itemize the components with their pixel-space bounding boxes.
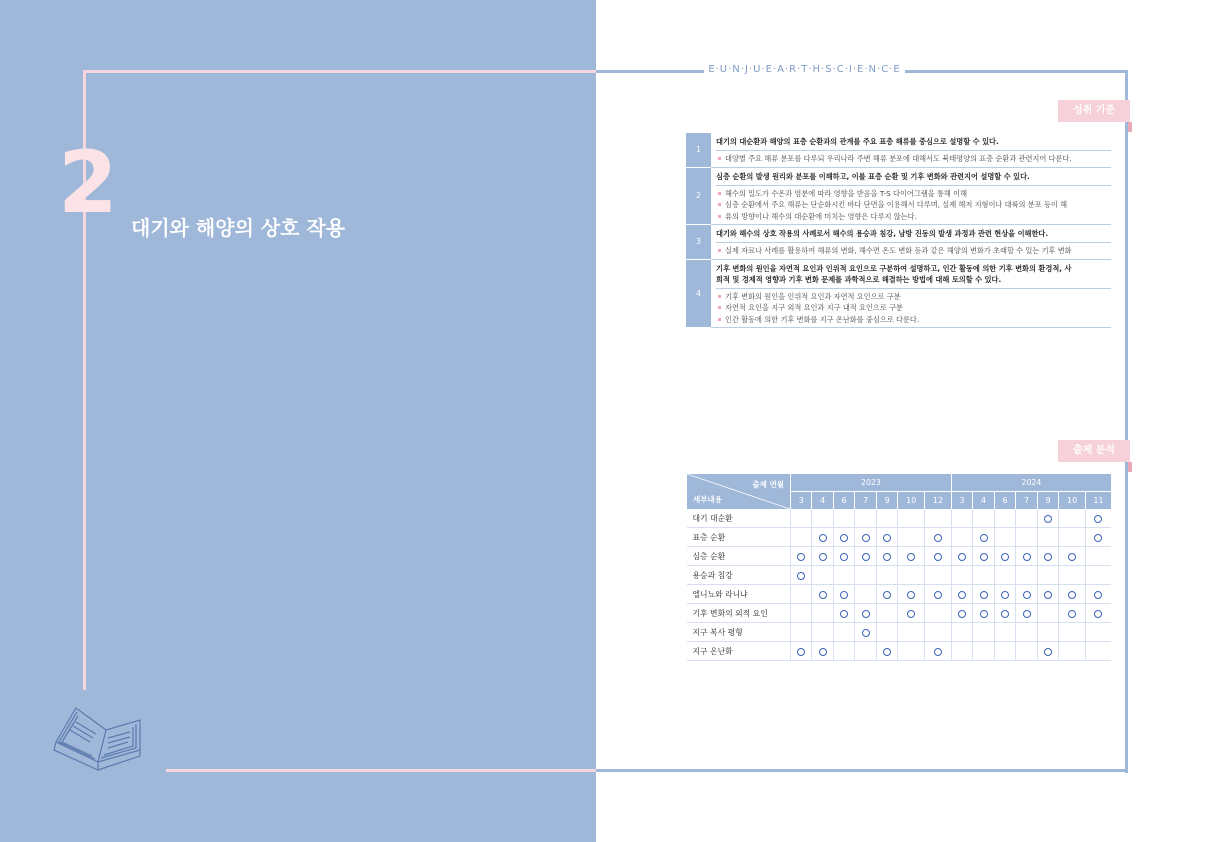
- table-cell: [855, 509, 876, 528]
- table-cell: [925, 547, 952, 566]
- table-cell: [1037, 566, 1058, 585]
- table-cell: [898, 566, 925, 585]
- standard-bullet: 인간 활동에 의한 기후 변화를 지구 온난화를 중심으로 다룬다.: [716, 314, 1111, 326]
- standard-number: 1: [686, 133, 711, 167]
- table-cell: [855, 604, 876, 623]
- circle-mark-icon: [840, 534, 848, 542]
- year-header: 2023: [791, 474, 952, 492]
- table-cell: [876, 547, 897, 566]
- month-header: 3: [951, 492, 972, 510]
- table-cell: [876, 604, 897, 623]
- table-cell: [925, 604, 952, 623]
- table-cell: [791, 566, 812, 585]
- circle-mark-icon: [797, 553, 805, 561]
- table-cell: [1037, 547, 1058, 566]
- table-cell: [833, 642, 854, 661]
- table-cell: [1085, 585, 1111, 604]
- circle-mark-icon: [980, 534, 988, 542]
- table-cell: [994, 623, 1015, 642]
- table-cell: [876, 509, 897, 528]
- circle-mark-icon: [1044, 515, 1052, 523]
- table-row: [687, 585, 1112, 604]
- circle-mark-icon: [797, 648, 805, 656]
- standard-bullet: 기후 변화의 원인을 인위적 요인과 자연적 요인으로 구분: [716, 291, 1111, 303]
- table-cell: [791, 547, 812, 566]
- row-label: 용승과 침강: [687, 566, 791, 585]
- standard-bullet-continuation: 류의 방향이나 해수의 대순환에 미치는 영향은 다루지 않는다.: [716, 211, 1111, 223]
- table-cell: [925, 509, 952, 528]
- circle-mark-icon: [934, 648, 942, 656]
- table-cell: [833, 566, 854, 585]
- table-cell: [833, 528, 854, 547]
- table-cell: [951, 566, 972, 585]
- circle-mark-icon: [1023, 591, 1031, 599]
- circle-mark-icon: [862, 553, 870, 561]
- row-label: 지구 온난화: [687, 642, 791, 661]
- table-cell: [973, 585, 994, 604]
- standards-table: [686, 133, 1111, 328]
- circle-mark-icon: [1044, 648, 1052, 656]
- year-header: 2024: [951, 474, 1111, 492]
- table-cell: [973, 642, 994, 661]
- table-cell: [833, 604, 854, 623]
- table-row: [687, 566, 1112, 585]
- table-cell: [1085, 509, 1111, 528]
- month-header: 9: [1037, 492, 1058, 510]
- table-cell: [1059, 528, 1086, 547]
- circle-mark-icon: [1001, 591, 1009, 599]
- circle-mark-icon: [1094, 610, 1102, 618]
- table-cell: [994, 642, 1015, 661]
- table-cell: [1037, 623, 1058, 642]
- table-cell: [898, 509, 925, 528]
- table-cell: [1085, 642, 1111, 661]
- table-cell: [791, 528, 812, 547]
- table-cell: [812, 528, 833, 547]
- table-cell: [1059, 623, 1086, 642]
- brand-text: E·U·N·J·U·E·A·R·T·H·S·C·I·E·N·C·E: [708, 64, 901, 75]
- table-cell: [1037, 642, 1058, 661]
- circle-mark-icon: [907, 610, 915, 618]
- circle-mark-icon: [980, 553, 988, 561]
- table-cell: [812, 547, 833, 566]
- row-label: 지구 복사 평형: [687, 623, 791, 642]
- table-cell: [925, 585, 952, 604]
- frame-line: [905, 70, 1127, 73]
- open-book-icon: [48, 700, 148, 784]
- standard-number: 3: [686, 225, 711, 260]
- circle-mark-icon: [819, 648, 827, 656]
- table-cell: [994, 566, 1015, 585]
- table-cell: [1016, 585, 1037, 604]
- table-cell: [951, 623, 972, 642]
- circle-mark-icon: [1068, 591, 1076, 599]
- table-cell: [1085, 547, 1111, 566]
- circle-mark-icon: [1023, 610, 1031, 618]
- table-cell: [1037, 585, 1058, 604]
- table-cell: [876, 528, 897, 547]
- circle-mark-icon: [934, 553, 942, 561]
- table-cell: [898, 585, 925, 604]
- table-cell: [1059, 585, 1086, 604]
- circle-mark-icon: [819, 591, 827, 599]
- standards-tag: 성취 기준: [1058, 100, 1130, 122]
- month-header: 4: [973, 492, 994, 510]
- table-cell: [925, 623, 952, 642]
- circle-mark-icon: [1094, 515, 1102, 523]
- analysis-tag: 출제 분석: [1058, 440, 1130, 462]
- table-cell: [1016, 604, 1037, 623]
- frame-line: [596, 769, 1128, 772]
- row-label: 기후 변화의 외적 요인: [687, 604, 791, 623]
- corner-label-date: 출제 연월: [752, 480, 784, 489]
- month-header: 10: [898, 492, 925, 510]
- circle-mark-icon: [1044, 553, 1052, 561]
- table-cell: [855, 566, 876, 585]
- circle-mark-icon: [1068, 553, 1076, 561]
- table-row: [687, 509, 1112, 528]
- table-cell: [812, 604, 833, 623]
- table-cell: [1059, 642, 1086, 661]
- table-cell: [994, 528, 1015, 547]
- circle-mark-icon: [840, 591, 848, 599]
- circle-mark-icon: [1094, 591, 1102, 599]
- table-cell: [925, 528, 952, 547]
- table-cell: [1059, 604, 1086, 623]
- table-cell: [1016, 623, 1037, 642]
- table-cell: [973, 528, 994, 547]
- table-cell: [791, 642, 812, 661]
- month-header: 6: [833, 492, 854, 510]
- circle-mark-icon: [1068, 610, 1076, 618]
- standard-bullet: 해수의 밀도가 수온과 염분에 따라 영향을 받음을 T-S 다이어그램을 통해 이해: [716, 188, 1111, 200]
- circle-mark-icon: [1001, 610, 1009, 618]
- circle-mark-icon: [840, 610, 848, 618]
- table-cell: [1059, 547, 1086, 566]
- circle-mark-icon: [1001, 553, 1009, 561]
- frame-line: [166, 769, 596, 772]
- table-row: [687, 623, 1112, 642]
- standard-number: 4: [686, 259, 711, 328]
- chapter-number: 2: [58, 133, 118, 233]
- circle-mark-icon: [980, 591, 988, 599]
- table-cell: [833, 585, 854, 604]
- table-cell: [951, 509, 972, 528]
- table-cell: [1016, 547, 1037, 566]
- circle-mark-icon: [819, 534, 827, 542]
- standard-heading: 기후 변화의 원인을 자연적 요인과 인위적 요인으로 구분하여 설명하고, 인간 활동에 의한 기후 변화의 환경적, 사: [716, 263, 1072, 273]
- standard-number: 2: [686, 167, 711, 225]
- table-cell: [1059, 566, 1086, 585]
- circle-mark-icon: [958, 591, 966, 599]
- month-header: 9: [876, 492, 897, 510]
- circle-mark-icon: [819, 553, 827, 561]
- table-cell: [833, 509, 854, 528]
- standard-bullet: 실제 자료나 사례를 활용하여 해류의 변화, 해수면 온도 변화 등과 같은 해양의 변화가 초래할 수 있는 기후 변화: [716, 245, 1111, 257]
- table-row: [687, 528, 1112, 547]
- table-cell: [973, 566, 994, 585]
- standard-row: [686, 133, 1111, 167]
- table-corner: [687, 474, 791, 509]
- table-cell: [1016, 566, 1037, 585]
- circle-mark-icon: [934, 591, 942, 599]
- month-header: 3: [791, 492, 812, 510]
- table-cell: [898, 528, 925, 547]
- row-label: 표층 순환: [687, 528, 791, 547]
- table-cell: [951, 528, 972, 547]
- circle-mark-icon: [883, 591, 891, 599]
- circle-mark-icon: [862, 629, 870, 637]
- table-row: [687, 604, 1112, 623]
- circle-mark-icon: [883, 648, 891, 656]
- table-cell: [898, 547, 925, 566]
- table-cell: [833, 547, 854, 566]
- row-label: 심층 순환: [687, 547, 791, 566]
- table-cell: [951, 585, 972, 604]
- table-cell: [973, 623, 994, 642]
- frame-line: [596, 70, 704, 73]
- table-cell: [876, 566, 897, 585]
- table-row: [687, 642, 1112, 661]
- month-header: 10: [1059, 492, 1086, 510]
- table-cell: [951, 547, 972, 566]
- circle-mark-icon: [958, 553, 966, 561]
- table-cell: [973, 547, 994, 566]
- circle-mark-icon: [1023, 553, 1031, 561]
- frame-line: [83, 70, 596, 73]
- circle-mark-icon: [958, 610, 966, 618]
- table-cell: [898, 604, 925, 623]
- circle-mark-icon: [797, 572, 805, 580]
- standard-row: [686, 259, 1111, 328]
- circle-mark-icon: [862, 610, 870, 618]
- standard-bullet: 심층 순환에서 주요 해류는 단순화시킨 바다 단면을 이용해서 다루며, 실제 해저 지형이나 대륙의 분포 등이 해: [716, 199, 1111, 211]
- table-row: [687, 547, 1112, 566]
- circle-mark-icon: [934, 534, 942, 542]
- row-label: 대기 대순환: [687, 509, 791, 528]
- standard-bullet: 대양별 주요 해류 분포를 다루되 우리나라 주변 해류 분포에 대해서도 북태평양의 표층 순환과 관련지어 다룬다.: [716, 153, 1111, 165]
- table-cell: [855, 528, 876, 547]
- table-cell: [812, 509, 833, 528]
- table-cell: [1037, 604, 1058, 623]
- table-cell: [994, 547, 1015, 566]
- analysis-table: [686, 474, 1111, 661]
- standard-heading: 대기와 해수의 상호 작용의 사례로서 해수의 용승과 침강, 남방 진동의 발생 과정과 관련 현상을 이해한다.: [716, 229, 1049, 238]
- table-cell: [791, 509, 812, 528]
- table-cell: [855, 642, 876, 661]
- month-header: 4: [812, 492, 833, 510]
- table-cell: [1016, 528, 1037, 547]
- table-cell: [812, 566, 833, 585]
- table-cell: [925, 566, 952, 585]
- circle-mark-icon: [883, 534, 891, 542]
- table-cell: [994, 585, 1015, 604]
- table-cell: [1037, 528, 1058, 547]
- table-cell: [973, 604, 994, 623]
- standard-heading: 심층 순환의 발생 원리와 분포를 이해하고, 이를 표층 순환 및 기후 변화와 관련지어 설명할 수 있다.: [716, 171, 1030, 181]
- table-cell: [812, 585, 833, 604]
- month-header: 11: [1085, 492, 1111, 510]
- table-cell: [855, 547, 876, 566]
- table-cell: [898, 642, 925, 661]
- table-cell: [1085, 566, 1111, 585]
- table-cell: [951, 642, 972, 661]
- circle-mark-icon: [883, 553, 891, 561]
- circle-mark-icon: [1044, 591, 1052, 599]
- circle-mark-icon: [862, 534, 870, 542]
- table-cell: [876, 642, 897, 661]
- table-cell: [1085, 528, 1111, 547]
- circle-mark-icon: [907, 553, 915, 561]
- standard-row: [686, 225, 1111, 260]
- circle-mark-icon: [980, 610, 988, 618]
- table-cell: [994, 509, 1015, 528]
- table-cell: [973, 509, 994, 528]
- month-header: 6: [994, 492, 1015, 510]
- month-header: 7: [1016, 492, 1037, 510]
- table-cell: [1016, 509, 1037, 528]
- table-cell: [812, 642, 833, 661]
- standard-row: [686, 167, 1111, 225]
- row-label: 엘니뇨와 라니냐: [687, 585, 791, 604]
- table-cell: [791, 585, 812, 604]
- chapter-title: 대기와 해양의 상호 작용: [131, 216, 346, 240]
- table-cell: [876, 585, 897, 604]
- circle-mark-icon: [840, 553, 848, 561]
- table-cell: [1085, 623, 1111, 642]
- month-header: 7: [855, 492, 876, 510]
- circle-mark-icon: [1094, 534, 1102, 542]
- standard-heading: 회적 및 경제적 영향과 기후 변화 문제를 과학적으로 해결하는 방법에 대해 토의할 수 있다.: [716, 274, 1002, 284]
- table-cell: [812, 623, 833, 642]
- table-cell: [898, 623, 925, 642]
- circle-mark-icon: [907, 591, 915, 599]
- table-cell: [1037, 509, 1058, 528]
- table-cell: [791, 623, 812, 642]
- table-cell: [876, 623, 897, 642]
- table-cell: [855, 585, 876, 604]
- table-cell: [994, 604, 1015, 623]
- month-header: 12: [925, 492, 952, 510]
- table-cell: [951, 604, 972, 623]
- table-cell: [791, 604, 812, 623]
- standard-heading: 대기의 대순환과 해양의 표층 순환과의 관계를 주요 표층 해류를 중심으로 설명할 수 있다.: [716, 137, 999, 146]
- table-cell: [1059, 509, 1086, 528]
- table-cell: [855, 623, 876, 642]
- corner-label-content: 세부내용: [693, 495, 722, 504]
- table-cell: [925, 642, 952, 661]
- frame-line: [1125, 70, 1128, 773]
- standard-bullet: 자연적 요인을 지구 외적 요인과 지구 내적 요인으로 구분: [716, 302, 1111, 314]
- table-cell: [1085, 604, 1111, 623]
- table-cell: [1016, 642, 1037, 661]
- table-cell: [833, 623, 854, 642]
